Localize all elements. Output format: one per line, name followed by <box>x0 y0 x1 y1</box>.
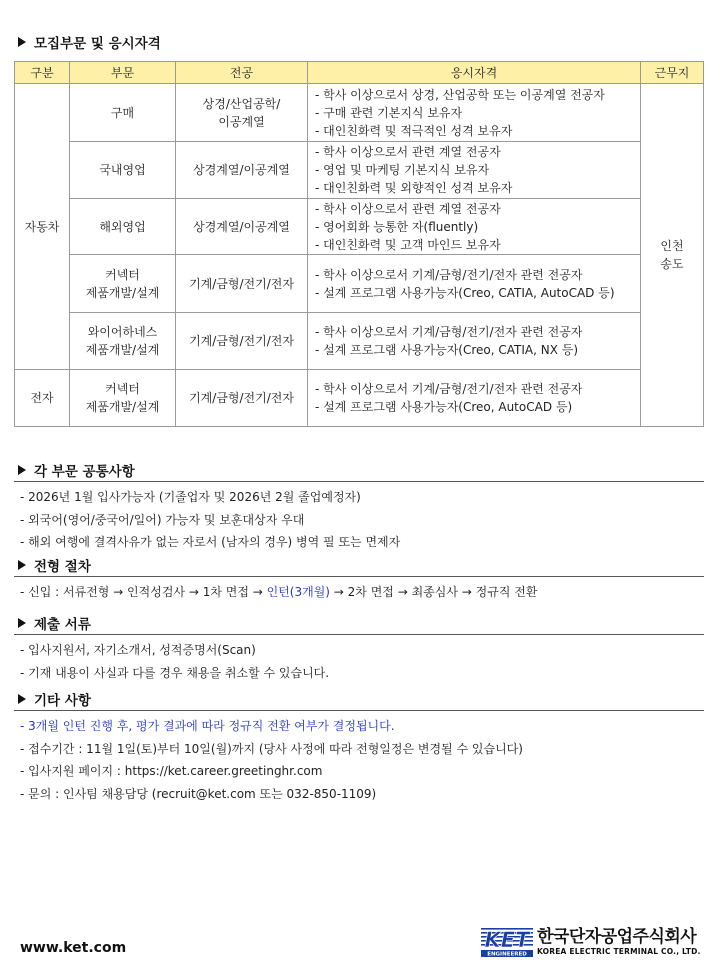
header-department: 부문 <box>70 62 176 84</box>
section-title-etc-text: 기타 사항 <box>34 693 91 709</box>
dept-cell: 해외영업 <box>70 199 176 255</box>
company-logo <box>481 925 701 957</box>
table-row <box>15 84 704 142</box>
dept-line: 제품개발/설계 <box>85 400 160 414</box>
list-item: - 기재 내용이 사실과 다를 경우 채용을 취소할 수 있습니다. <box>20 665 330 680</box>
major-line: 이공계열 <box>218 114 265 129</box>
qualification-line: - 설계 프로그램 사용가능자(Creo, CATIA, AutoCAD 등) <box>315 285 615 300</box>
dept-line: 커넥터 <box>105 382 140 396</box>
dept-line: 와이어하네스 <box>87 325 158 339</box>
qualification-line: - 학사 이상으로서 관련 계열 전공자 <box>315 145 501 159</box>
dept-line: 구매 <box>110 105 135 120</box>
qualification-line: - 학사 이상으로서 기계/금형/전기/전자 관련 전공자 <box>315 382 583 396</box>
triangle-bullet-icon <box>18 560 26 570</box>
process-steps-end: → 2차 면접 → 최종심사 → 정규직 전환 <box>329 585 538 599</box>
dept-cell: 국내영업 <box>70 142 176 199</box>
dept-line: 제품개발/설계 <box>85 343 160 357</box>
list-item: - 해외 여행에 결격사유가 없는 자로서 (남자의 경우) 병역 필 또는 면제자 <box>20 535 401 549</box>
group-electronics: 전자 <box>15 370 70 427</box>
qualification-cell <box>308 370 641 427</box>
company-name-korean: 한국단자공업주식회사 <box>537 927 697 947</box>
qualification-line: - 영어회화 능통한 자(fluently) <box>315 219 479 234</box>
triangle-bullet-icon <box>18 618 26 628</box>
section-title-process <box>18 555 91 575</box>
list-item: - 입사지원서, 자기소개서, 성적증명서(Scan) <box>20 643 256 657</box>
triangle-bullet-icon <box>18 37 26 47</box>
list-item: - 문의 : 인사팀 채용담당 (recruit@ket.com 또는 032-850-1109) <box>20 786 377 801</box>
list-item: - 외국어(영어/중국어/일어) 가능자 및 보훈대상자 우대 <box>20 512 305 527</box>
process-steps-start: - 신입 : 서류전형 → 인적성검사 → 1차 면접 → <box>20 585 267 599</box>
section-title-process-text: 전형 절차 <box>34 559 91 575</box>
table-row <box>15 142 704 199</box>
table-row <box>15 313 704 370</box>
dept-cell <box>70 84 176 142</box>
qualification-line: - 학사 이상으로서 관련 계열 전공자 <box>315 201 501 216</box>
section-title-documents <box>18 613 91 633</box>
qualification-line: - 대인친화력 및 적극적인 성격 보유자 <box>315 123 513 138</box>
major-cell <box>176 84 308 142</box>
major-line: 상경/산업공학/ <box>202 96 281 111</box>
section-title-common <box>18 460 135 480</box>
qualification-line: - 대인친화력 및 외향적인 성격 보유자 <box>315 181 513 195</box>
intern-highlight: 인턴(3개월) <box>266 585 330 599</box>
qualification-line: - 학사 이상으로서 기계/금형/전기/전자 관련 전공자 <box>315 267 583 282</box>
qualification-cell <box>308 255 641 313</box>
dept-cell <box>70 255 176 313</box>
list-item: - 3개월 인턴 진행 후, 평가 결과에 따라 정규직 전환 여부가 결정됩니다. <box>20 719 395 733</box>
qualification-line: - 구매 관련 기본지식 보유자 <box>315 105 463 120</box>
section-title-common-text: 각 부문 공통사항 <box>34 464 135 480</box>
qualification-line: - 설계 프로그램 사용가능자(Creo, AutoCAD 등) <box>315 400 573 414</box>
qualification-cell <box>308 199 641 255</box>
svg-text:KET: KET <box>484 928 530 952</box>
major-cell: 상경계열/이공계열 <box>176 142 308 199</box>
footer-website: www.ket.com <box>20 940 127 956</box>
header-major: 전공 <box>176 62 308 84</box>
major-cell: 기계/금형/전기/전자 <box>176 370 308 427</box>
documents-list <box>20 639 329 684</box>
section-title-recruit-text: 모집부문 및 응시자격 <box>34 36 161 52</box>
process-list <box>20 581 537 604</box>
list-item: - 입사지원 페이지 : https://ket.career.greetinghr.com <box>20 764 323 778</box>
list-item: - 접수기간 : 11월 1일(토)부터 10일(월)까지 (당사 사정에 따라 전형일정은 변경될 수 있습니다) <box>20 741 523 756</box>
dept-line: 커넥터 <box>105 267 140 282</box>
dept-line: 제품개발/설계 <box>85 285 160 300</box>
location-cell <box>641 84 704 427</box>
section-divider <box>14 710 704 711</box>
major-cell: 상경계열/이공계열 <box>176 199 308 255</box>
list-item: - 2026년 1월 입사가능자 (기졸업자 및 2026년 2월 졸업예정자) <box>20 490 361 504</box>
qualification-cell <box>308 313 641 370</box>
logo-text <box>537 927 701 957</box>
location-line: 송도 <box>660 257 684 271</box>
qualification-cell <box>308 142 641 199</box>
major-cell: 기계/금형/전기/전자 <box>176 255 308 313</box>
recruitment-table <box>14 61 704 427</box>
qualification-line: - 영업 및 마케팅 기본지식 보유자 <box>315 163 490 177</box>
triangle-bullet-icon <box>18 694 26 704</box>
etc-list <box>20 715 523 805</box>
list-item <box>20 581 537 604</box>
section-divider <box>14 481 704 482</box>
qualification-line: - 학사 이상으로서 상경, 산업공학 또는 이공계열 전공자 <box>315 87 605 102</box>
qualification-line: - 설계 프로그램 사용가능자(Creo, CATIA, NX 등) <box>315 343 579 357</box>
qualification-line: - 학사 이상으로서 기계/금형/전기/전자 관련 전공자 <box>315 325 583 339</box>
header-qualification: 응시자격 <box>308 62 641 84</box>
table-header-row <box>15 62 704 84</box>
header-location: 근무지 <box>641 62 704 84</box>
section-title-documents-text: 제출 서류 <box>34 617 91 633</box>
section-title-recruit <box>18 32 161 52</box>
ket-logo-icon <box>481 925 533 957</box>
dept-cell <box>70 313 176 370</box>
header-category: 구분 <box>15 62 70 84</box>
table-row <box>15 370 704 427</box>
dept-cell <box>70 370 176 427</box>
table-row <box>15 199 704 255</box>
common-list <box>20 486 400 554</box>
svg-text:ENGINEERED: ENGINEERED <box>487 951 527 957</box>
location-line: 인천 <box>660 239 684 253</box>
section-divider <box>14 634 704 635</box>
major-cell: 기계/금형/전기/전자 <box>176 313 308 370</box>
group-automotive: 자동차 <box>15 84 70 370</box>
qualification-cell <box>308 84 641 142</box>
triangle-bullet-icon <box>18 465 26 475</box>
section-divider <box>14 576 704 577</box>
qualification-line: - 대인친화력 및 고객 마인드 보유자 <box>315 237 501 252</box>
section-title-etc <box>18 689 91 709</box>
table-row <box>15 255 704 313</box>
company-name-english: KOREA ELECTRIC TERMINAL CO., LTD. <box>537 947 701 956</box>
